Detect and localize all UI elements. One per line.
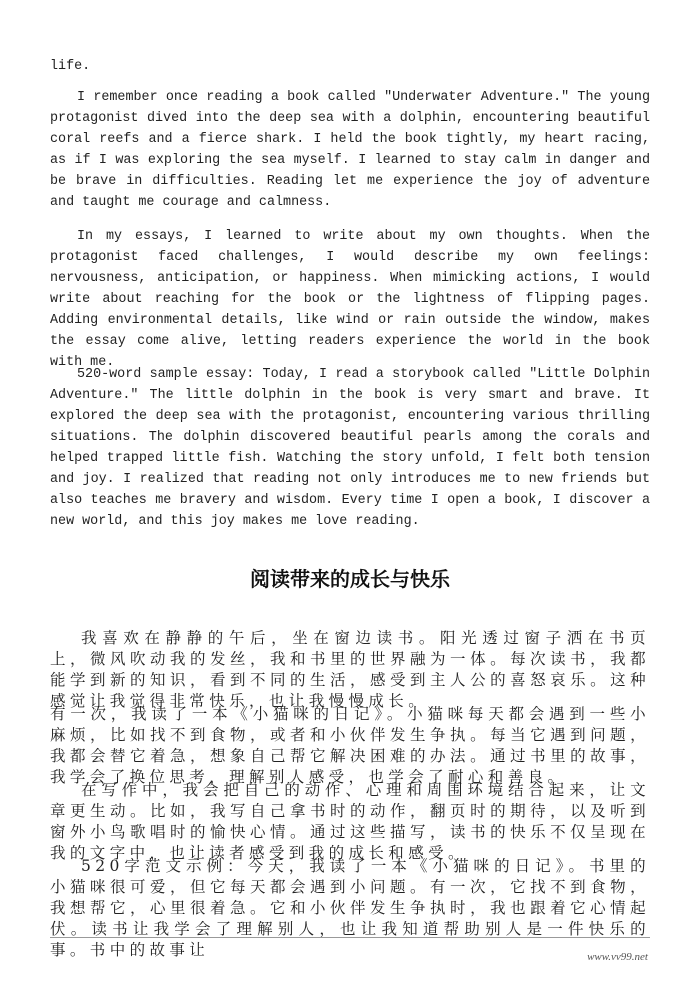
english-paragraph-essays: In my essays, I learned to write about my own thoughts. When the protagonist faced challenges, I would describe my own feelings: nervousness, anticipation, or happiness. When mimicking actions, I would write about reaching for the book or the lightness of flipping pages. Adding environmental details, like wind or rain outside the window, makes the essay come alive, letting readers experience the world in the book with me. (50, 229, 650, 370)
footer-divider (50, 937, 650, 938)
footer-url: www.vv99.net (587, 951, 648, 963)
english-paragraph-continuation: life. (50, 59, 91, 74)
english-paragraph-underwater-adventure: I remember once reading a book called "Underwater Adventure." The young protagonist dived into the deep sea with a dolphin, encountering beautiful coral reefs and a fierce shark. I held the book tightly, my heart racing, as if I was exploring the sea myself. I learned to stay calm in danger and be brave in difficulties. Reading let me experience the joy of adventure and taught me courage and calmness. (50, 90, 650, 210)
chinese-paragraph-3: 在写作中，我会把自己的动作、心理和周围环境结合起来，让文章更生动。比如，我写自己拿书时的动作，翻页时的期待，以及听到窗外小鸟歌唱时的愉快心情。通过这些描写，读书的快乐不仅呈现在我的文字中，也让读者感受到我的成长和感受。 (50, 781, 650, 862)
chinese-paragraph-4: 520字范文示例：今天，我读了一本《小猫咪的日记》。书里的小猫咪很可爱，但它每天都会遇到小问题。有一次，它找不到食物，我想帮它，心里很着急。它和小伙伴发生争执时，我也跟着它心情起伏。读书让我学会了理解别人，也让我知道帮助别人是一件快乐的事。书中的故事让 (50, 857, 650, 959)
chinese-title: 阅读带来的成长与快乐 (250, 567, 450, 591)
chinese-paragraph-2: 有一次，我读了一本《小猫咪的日记》。小猫咪每天都会遇到一些小麻烦，比如找不到食物，或者和小伙伴发生争执。每当它遇到问题，我都会替它着急，想象自己帮它解决困难的办法。通过书里的故事，我学会了换位思考，理解别人感受，也学会了耐心和善良。 (50, 705, 650, 786)
english-paragraph-sample-essay: 520-word sample essay: Today, I read a storybook called "Little Dolphin Adventure." The little dolphin in the book is very smart and brave. It explored the deep sea with the protagonist, encountering various thrilling situations. The dolphin discovered beautiful pearls among the corals and helped trapped little fish. Watching the story unfold, I felt both tension and joy. I realized that reading not only introduces me to new friends but also teaches me bravery and wisdom. Every time I open a book, I discover a new world, and this joy makes me love reading. (50, 367, 650, 529)
chinese-paragraph-1: 我喜欢在静静的午后，坐在窗边读书。阳光透过窗子洒在书页上，微风吹动我的发丝，我和书里的世界融为一体。每次读书，我都能学到新的知识，看到不同的生活，感受到主人公的喜怒哀乐。这种感觉让我觉得非常快乐，也让我慢慢成长。 (50, 629, 650, 710)
